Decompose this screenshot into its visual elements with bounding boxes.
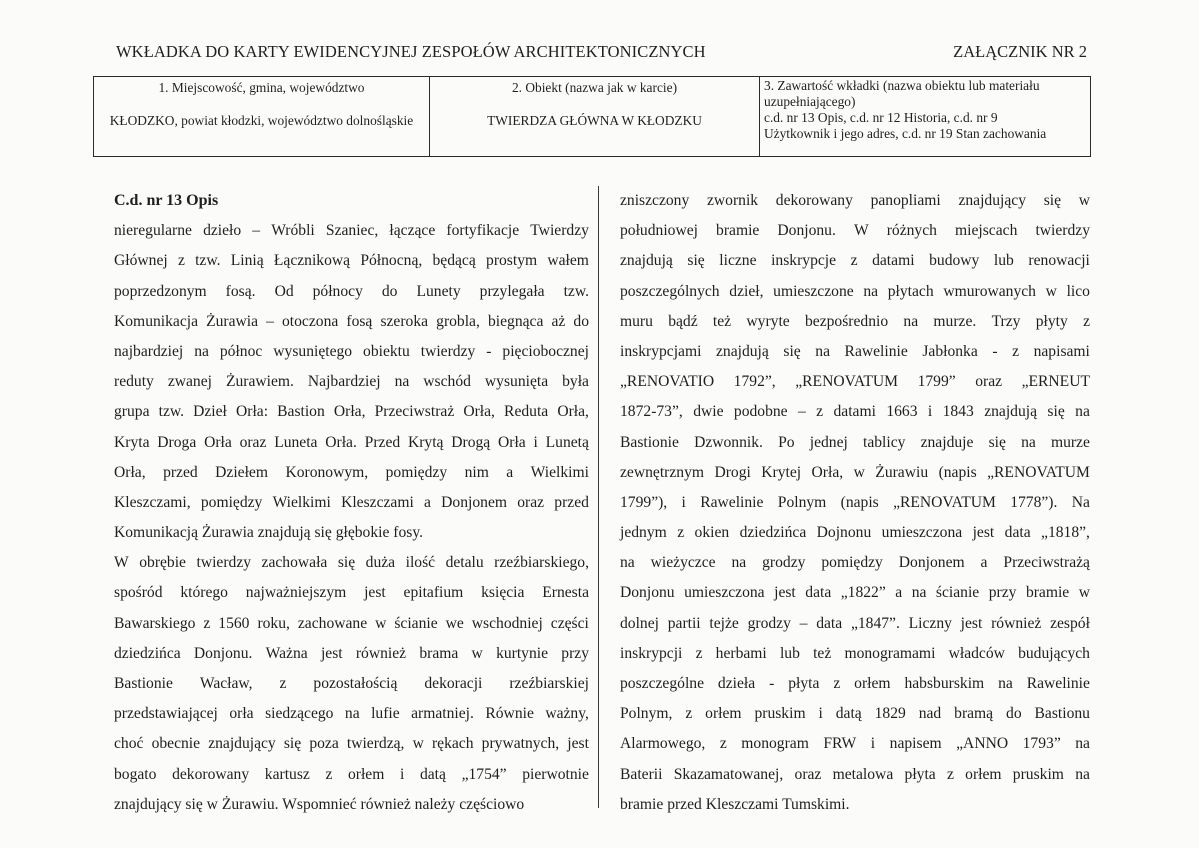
text-line: poprzedzonym fosą. Od północy do Lunety przylegała tzw. <box>114 282 589 300</box>
text-line: poszczególne dzieła - płyta z orłem habsburskim na Rawelinie <box>620 675 1090 692</box>
text-line: Komunikacja Żurawia – otoczona fosą szeroka grobla, biegnąca aż do <box>114 312 589 330</box>
left-column <box>114 186 589 820</box>
text-line: jednym z okien dziedzińca Dojnonu umieszczona jest data „1818”, <box>620 524 1090 542</box>
text-line: Baterii Skazamatowanej, oraz metalowa płyta z orłem pruskim na <box>620 765 1090 783</box>
text-line: nieregularne dzieło – Wróbli Szaniec, łączące fortyfikacje Twierdzy <box>114 222 589 240</box>
contents-cell <box>760 77 1090 156</box>
text-line: zniszczony zwornik dekorowany panopliami znajdujący się w <box>620 192 1090 209</box>
text-line: Bastionie Wacław, z pozostałością dekoracji rzeźbiarskiej <box>114 675 589 692</box>
text-line: Kleszczami, pomiędzy Wielkimi Kleszczami a Donjonem oraz przed <box>114 493 589 511</box>
text-line: znajdujący się w Żurawiu. Wspomnieć również należy częściowo <box>114 795 525 813</box>
text-line: południowej bramie Donjonu. W różnych miejscach twierdzy <box>620 222 1090 240</box>
text-line: reduty zwanej Żurawiem. Najbardziej na wschód wysunięta była <box>114 373 589 391</box>
annex-label: ZAŁĄCZNIK NR 2 <box>953 42 1087 61</box>
text-line: „RENOVATIO 1792”, „RENOVATUM 1799” oraz „ERNEUT <box>620 373 1090 391</box>
text-line: bramie przed Kleszczami Tumskimi. <box>620 795 850 813</box>
contents-line: c.d. nr 13 Opis, c.d. nr 12 Historia, c.d. nr 9 <box>764 110 998 125</box>
text-line: spośród którego najważniejszym jest epitafium księcia Ernesta <box>114 584 589 602</box>
column-divider <box>598 186 599 808</box>
text-line: Donjonu umieszczona jest data „1822” a na ścianie przy bramie w <box>620 584 1090 602</box>
location-cell <box>94 77 430 156</box>
text-line: Komunikacją Żurawia znajdują się głębokie fosy. <box>114 524 424 542</box>
text-line: inskrypcji z herbami lub też monogramami władców budujących <box>620 644 1090 662</box>
location-value: KŁODZKO, powiat kłodzki, województwo dolnośląskie <box>109 113 414 128</box>
object-cell <box>430 77 760 156</box>
contents-line: uzupełniającego) <box>764 94 856 109</box>
text-line: Bawarskiego z 1560 roku, zachowane w ścianie we wschodniej części <box>114 614 589 632</box>
text-line: W obrębie twierdzy zachowała się duża ilość detalu rzeźbiarskiego, <box>114 554 589 572</box>
text-line: 1799”), i Rawelinie Polnym (napis „RENOVATUM 1778”). Na <box>620 493 1090 511</box>
text-line: przedstawiającej orła siedzącego na lufie armatniej. Równie ważny, <box>114 705 589 723</box>
text-line: najbardziej na północ wysuniętego obiektu twierdzy - pięciobocznej <box>114 342 589 360</box>
text-line: choć obecnie znajdujący się poza twierdzą, w rękach prywatnych, jest <box>114 735 589 753</box>
text-line: dziedzińca Donjonu. Ważna jest również brama w kurtynie przy <box>114 644 589 662</box>
text-line: Głównej z tzw. Linią Łącznikową Północną, będącą prostym wałem <box>114 252 589 270</box>
text-line: Kryta Droga Orła oraz Luneta Orła. Przed Krytą Drogą Orła i Lunetą <box>114 433 589 451</box>
text-line: zewnętrznym Drogi Krytej Orła, w Żurawiu (napis „RENOVATUM <box>620 463 1090 481</box>
object-value: TWIERDZA GŁÓWNA W KŁODZKU <box>487 113 702 128</box>
text-line: Orła, przed Dziełem Koronowym, pomiędzy nim a Wielkimi <box>114 463 589 481</box>
text-line: inskrypcjami znajdują się na Rawelinie Jabłonka - z napisami <box>620 342 1090 360</box>
info-table <box>93 76 1091 157</box>
object-heading: 2. Obiekt (nazwa jak w karcie) <box>511 80 678 95</box>
text-line: Alarmowego, z monogram FRW i napisem „ANNO 1793” na <box>620 735 1090 753</box>
document-title: WKŁADKA DO KARTY EWIDENCYJNEJ ZESPOŁÓW ARCHITEKTONICZNYCH <box>116 42 706 61</box>
text-line: Bastionie Dzwonnik. Po jednej tablicy znajduje się na murze <box>620 433 1090 451</box>
contents-line: Użytkownik i jego adres, c.d. nr 19 Stan zachowania <box>764 126 1047 141</box>
text-line: poszczególnych dzieł, umieszczone na płytach wmurowanych w lico <box>620 282 1090 300</box>
text-line: muru bądź też wyryte bezpośrednio na murze. Trzy płyty z <box>620 312 1090 330</box>
text-line: Polnym, z orłem pruskim i datą 1829 nad bramą do Bastionu <box>620 705 1090 723</box>
text-line: dolnej partii tejże grodzy – data „1847”. Liczny jest również zespół <box>620 614 1090 632</box>
text-line: grupa tzw. Dzieł Orła: Bastion Orła, Przeciwstraż Orła, Reduta Orła, <box>114 403 589 421</box>
section-heading: C.d. nr 13 Opis <box>114 192 219 209</box>
text-line: znajdują się liczne inskrypcje z datami budowy lub renowacji <box>620 252 1090 270</box>
contents-line: 3. Zawartość wkładki (nazwa obiektu lub materiału <box>764 78 1040 93</box>
location-heading: 1. Miejscowość, gmina, województwo <box>158 80 365 95</box>
text-line: bogato dekorowany kartusz z orłem i datą „1754” pierwotnie <box>114 765 589 783</box>
text-line: 1872-73”, dwie podobne – z datami 1663 i 1843 znajdują się na <box>620 403 1090 421</box>
text-line: na wieżyczce na grodzy pomiędzy Donjonem a Przeciwstrażą <box>620 554 1090 572</box>
right-column <box>620 186 1090 820</box>
